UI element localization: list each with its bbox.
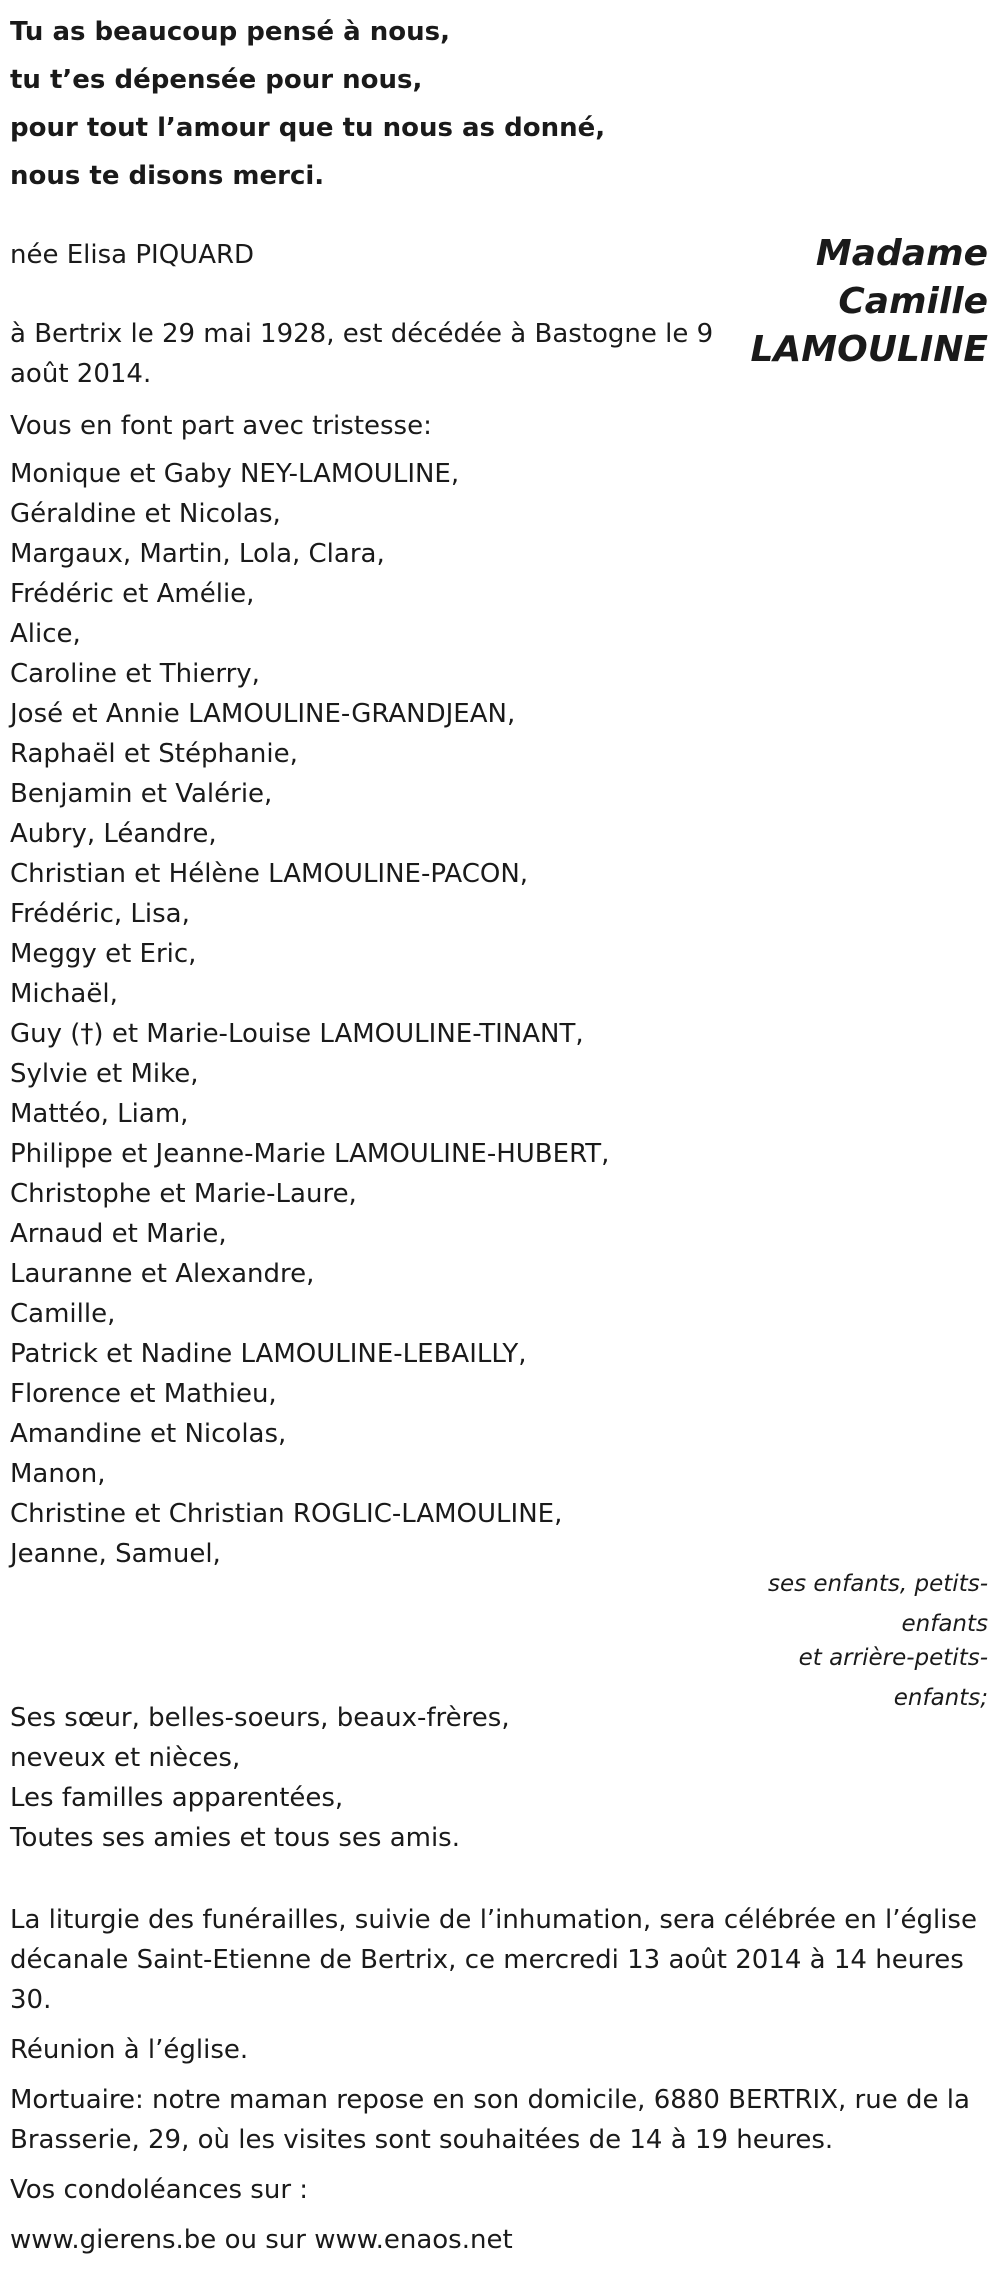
family-line: Camille, — [10, 1299, 116, 1329]
family-line: Christophe et Marie-Laure, — [10, 1179, 357, 1209]
relations-line: ses enfants, petits- — [767, 1571, 988, 1597]
announcement-text: Vous en font part avec tristesse: — [10, 411, 432, 441]
family-line: Benjamin et Valérie, — [10, 779, 273, 809]
other-relatives-line: Les familles apparentées, — [10, 1783, 344, 1813]
family-line: Christine et Christian ROGLIC-LAMOULINE, — [10, 1499, 563, 1529]
family-line: Philippe et Jeanne-Marie LAMOULINE-HUBERT, — [10, 1139, 610, 1169]
family-line: Christian et Hélène LAMOULINE-PACON, — [10, 859, 529, 889]
family-line: Aubry, Léandre, — [10, 819, 217, 849]
family-line: Florence et Mathieu, — [10, 1379, 277, 1409]
poem-line: pour tout l’amour que tu nous as donné, — [10, 113, 606, 143]
mortuary-text: Mortuaire: notre maman repose en son domicile, 6880 BERTRIX, rue de la Brasserie, 29, où les visites sont souhaitées de 14 à 19 heures. — [10, 2085, 970, 2155]
family-line: José et Annie LAMOULINE-GRANDJEAN, — [10, 699, 516, 729]
family-line: Jeanne, Samuel, — [10, 1539, 221, 1569]
other-relatives-line: Toutes ses amies et tous ses amis. — [10, 1823, 460, 1853]
deceased-name-line: LAMOULINE — [750, 329, 988, 370]
relations-line: enfants; — [893, 1685, 988, 1711]
deceased-name — [688, 230, 988, 374]
deceased-name-line: Madame — [815, 233, 988, 274]
family-line: Manon, — [10, 1459, 106, 1489]
family-line: Michaël, — [10, 979, 118, 1009]
family-line: Arnaud et Marie, — [10, 1219, 227, 1249]
relations-line: et arrière-petits- — [798, 1645, 988, 1671]
family-line: Meggy et Eric, — [10, 939, 197, 969]
poem-line: tu t’es dépensée pour nous, — [10, 65, 423, 95]
family-line: Raphaël et Stéphanie, — [10, 739, 298, 769]
meeting-text: Réunion à l’église. — [10, 2035, 249, 2065]
funeral-details — [10, 1900, 1000, 2270]
other-relatives — [10, 1698, 810, 1858]
other-relatives-line: neveux et nièces, — [10, 1743, 241, 1773]
family-line: Caroline et Thierry, — [10, 659, 260, 689]
family-line: Lauranne et Alexandre, — [10, 1259, 315, 1289]
family-line: Géraldine et Nicolas, — [10, 499, 281, 529]
other-relatives-line: Ses sœur, belles-soeurs, beaux-frères, — [10, 1703, 510, 1733]
family-line: Mattéo, Liam, — [10, 1099, 189, 1129]
poem — [10, 8, 710, 200]
family-line: Guy (†) et Marie-Louise LAMOULINE-TINANT, — [10, 1019, 584, 1049]
family-line: Patrick et Nadine LAMOULINE-LEBAILLY, — [10, 1339, 527, 1369]
maiden-name: née Elisa PIQUARD — [10, 240, 255, 270]
family-line: Frédéric, Lisa, — [10, 899, 190, 929]
deceased-name-line: Camille — [838, 281, 988, 322]
family-line: Sylvie et Mike, — [10, 1059, 199, 1089]
family-line: Monique et Gaby NEY-LAMOULINE, — [10, 459, 460, 489]
liturgy-text: La liturgie des funérailles, suivie de l’inhumation, sera célébrée en l’église décanale Saint-Etienne de Bertrix, ce mercredi 13 août 2014 à 14 heures 30. — [10, 1905, 977, 2015]
family-list — [10, 454, 810, 1574]
family-line: Frédéric et Amélie, — [10, 579, 255, 609]
condolences-websites: www.gierens.be ou sur www.enaos.net — [10, 2225, 513, 2255]
relations-note — [728, 1564, 988, 1718]
poem-line: Tu as beaucoup pensé à nous, — [10, 17, 451, 47]
family-line: Margaux, Martin, Lola, Clara, — [10, 539, 385, 569]
relations-line: enfants — [901, 1611, 988, 1637]
birth-death-text: à Bertrix le 29 mai 1928, est décédée à Bastogne le 9 août 2014. — [10, 319, 714, 389]
condolences-label: Vos condoléances sur : — [10, 2175, 309, 2205]
family-line: Amandine et Nicolas, — [10, 1419, 287, 1449]
poem-line: nous te disons merci. — [10, 161, 325, 191]
family-line: Alice, — [10, 619, 81, 649]
